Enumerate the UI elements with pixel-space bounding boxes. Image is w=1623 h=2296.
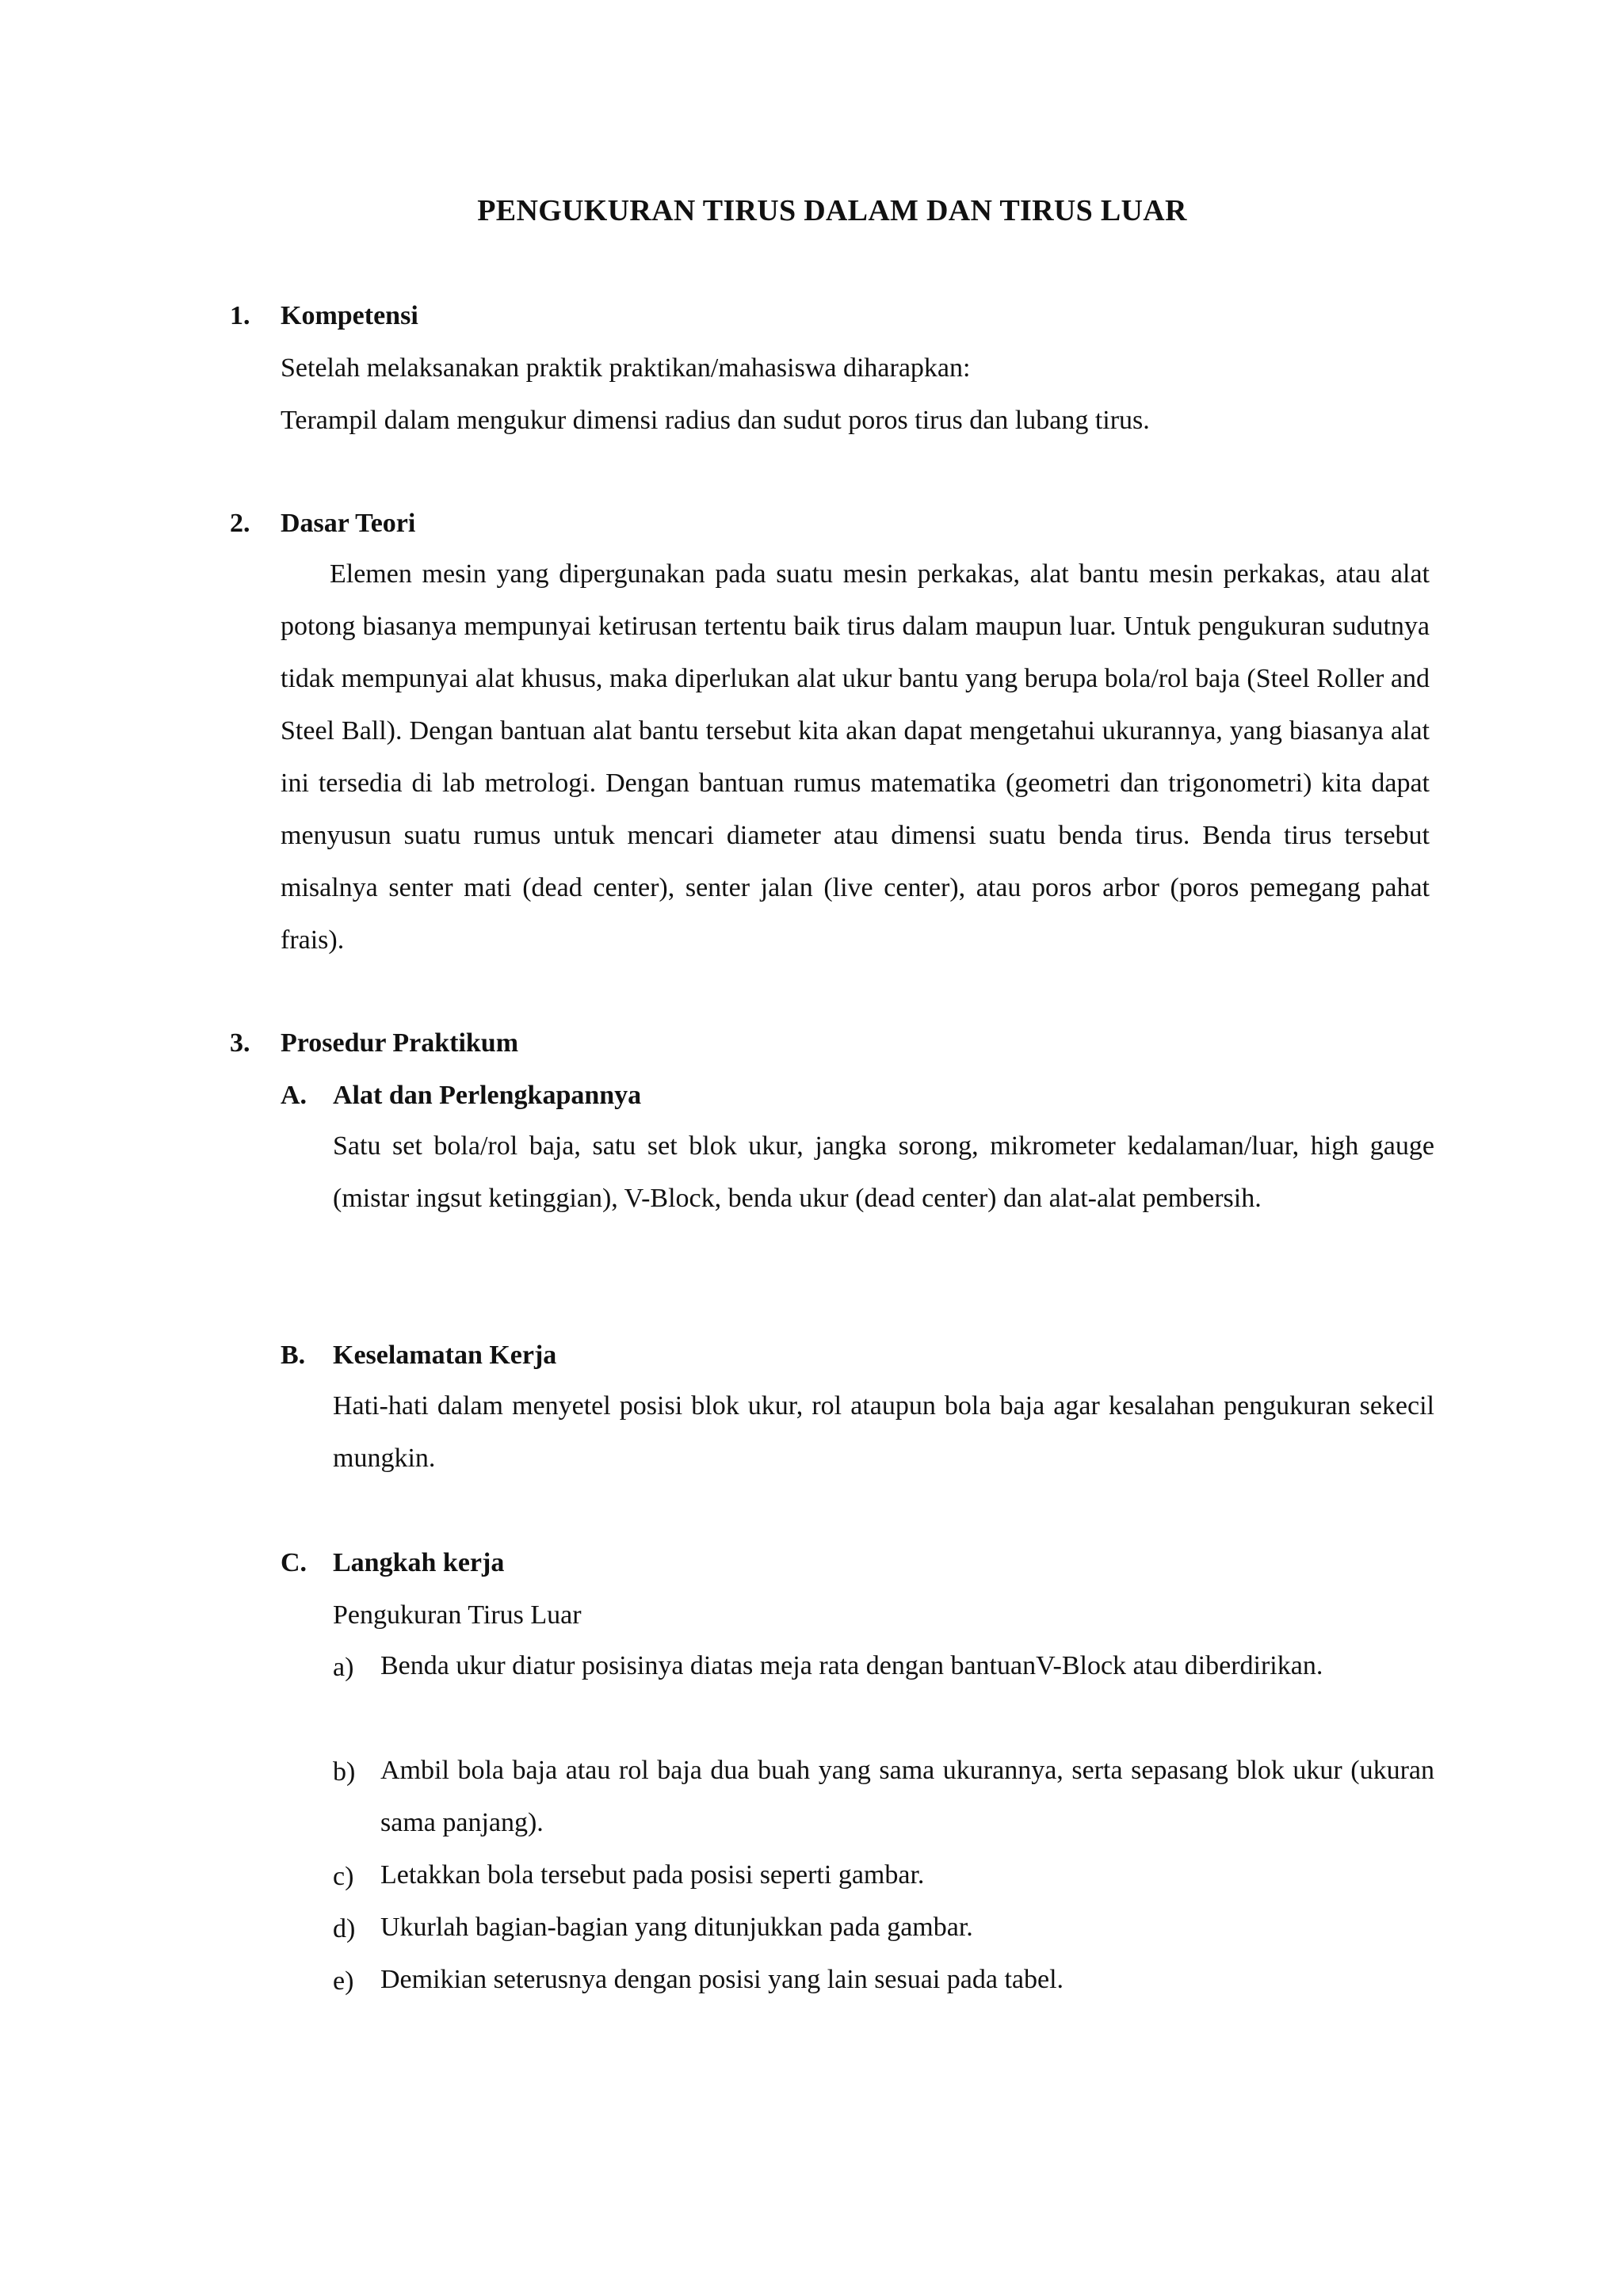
step-marker: c) <box>333 1862 354 1891</box>
section-number: 3. <box>230 1028 250 1058</box>
step-marker: d) <box>333 1914 356 1943</box>
section-text-line: Setelah melaksanakan praktik praktikan/mahasiswa diharapkan: <box>281 353 971 383</box>
section-number: 1. <box>230 301 250 330</box>
section-number: 2. <box>230 509 250 538</box>
section-heading: Dasar Teori <box>281 509 416 538</box>
subsection-intro: Pengukuran Tirus Luar <box>333 1600 582 1630</box>
document-title: PENGUKURAN TIRUS DALAM DAN TIRUS LUAR <box>477 194 1187 227</box>
step-marker: a) <box>333 1653 354 1682</box>
section-text-line: Terampil dalam mengukur dimensi radius dan sudut poros tirus dan lubang tirus. <box>281 406 1150 435</box>
section-heading: Kompetensi <box>281 301 418 330</box>
step-text: Letakkan bola tersebut pada posisi seperti gambar. <box>380 1860 925 1890</box>
subsection-paragraph: Satu set bola/rol baja, satu set blok ukur, jangka sorong, mikrometer kedalaman/luar, high gauge (mistar ingsut ketinggian), V-Block, benda ukur (dead center) dan alat-alat pembersih. <box>333 1131 1434 1213</box>
subsection-paragraph: Hati-hati dalam menyetel posisi blok ukur, rol ataupun bola baja agar kesalahan pengukuran sekecil mungkin. <box>333 1391 1434 1473</box>
subsection-heading: Keselamatan Kerja <box>333 1341 557 1370</box>
subsection-letter: A. <box>281 1081 307 1110</box>
step-text: Demikian seterusnya dengan posisi yang lain sesuai pada tabel. <box>380 1965 1064 1994</box>
step-text: Benda ukur diatur posisinya diatas meja rata dengan bantuanV-Block atau diberdirikan. <box>380 1651 1323 1680</box>
section-heading: Prosedur Praktikum <box>281 1028 519 1058</box>
subsection-heading: Langkah kerja <box>333 1548 505 1577</box>
step-text: Ukurlah bagian-bagian yang ditunjukkan pada gambar. <box>380 1913 973 1942</box>
section-paragraph: Elemen mesin yang dipergunakan pada suatu mesin perkakas, alat bantu mesin perkakas, atau alat potong biasanya mempunyai ketirusan tertentu baik tirus dalam maupun luar. Untuk pengukuran sudutnya tidak mempunyai alat khusus, maka diperlukan alat ukur bantu yang berupa bola/rol baja (Steel Roller and Steel Ball). Dengan bantuan alat bantu tersebut kita akan dapat mengetahui ukurannya, yang biasanya alat ini tersedia di lab metrologi. Dengan bantuan rumus matematika (geometri dan trigonometri) kita dapat menyusun suatu rumus untuk mencari diameter atau dimensi suatu benda tirus. Benda tirus tersebut misalnya senter mati (dead center), senter jalan (live center), atau poros arbor (poros pemegang pahat frais). <box>281 559 1430 955</box>
step-marker: e) <box>333 1966 354 1996</box>
step-marker: b) <box>333 1757 356 1787</box>
subsection-letter: B. <box>281 1341 306 1370</box>
step-text: Ambil bola baja atau rol baja dua buah yang sama ukurannya, serta sepasang blok ukur (ukuran sama panjang). <box>380 1756 1434 1837</box>
subsection-letter: C. <box>281 1548 307 1577</box>
subsection-heading: Alat dan Perlengkapannya <box>333 1081 642 1110</box>
